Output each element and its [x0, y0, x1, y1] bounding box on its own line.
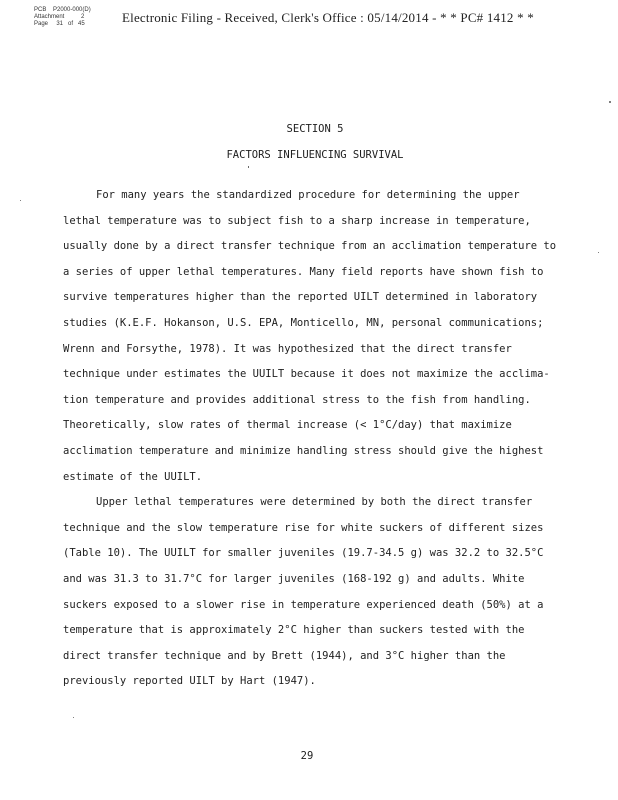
text-line: (Table 10). The UUILT for smaller juveniles (19.7-34.5 g) was 32.2 to 32.5°C	[63, 547, 544, 560]
text-line: technique under estimates the UUILT because it does not maximize the acclima-	[63, 368, 550, 381]
stamp-line: PCB P2000-000(D)	[34, 7, 91, 13]
text-line: a series of upper lethal temperatures. Many field reports have shown fish to	[63, 265, 544, 278]
text-line: survive temperatures higher than the reported UILT determined in laboratory	[63, 291, 538, 304]
section-number	[0, 123, 618, 135]
scan-speck	[609, 101, 611, 103]
text-line: Wrenn and Forsythe, 1978). It was hypothesized that the direct transfer	[63, 342, 512, 355]
filing-stamp	[34, 7, 91, 28]
text-line: usually done by a direct transfer technique from an acclimation temperature to	[63, 240, 557, 253]
text-line: acclimation temperature and minimize handling stress should give the highest	[63, 444, 544, 457]
section-title	[0, 149, 618, 161]
stamp-line: Attachment 2	[34, 14, 85, 20]
text-line: For many years the standardized procedure for determining the upper	[96, 189, 520, 201]
section-title-text: FACTORS INFLUENCING SURVIVAL	[226, 149, 404, 161]
text-line: studies (K.E.F. Hokanson, U.S. EPA, Monticello, MN, personal communications;	[63, 316, 544, 329]
scan-speck	[20, 200, 21, 201]
text-line: technique and the slow temperature rise for white suckers of different sizes	[63, 521, 544, 534]
page-number	[0, 750, 618, 762]
text-line: estimate of the UUILT.	[63, 470, 203, 483]
text-line: tion temperature and provides additional stress to the fish from handling.	[63, 393, 531, 406]
text-line: Upper lethal temperatures were determined by both the direct transfer	[96, 496, 533, 509]
filing-header: Electronic Filing - Received, Clerk's Office : 05/14/2014 - * * PC# 1412 * *	[122, 10, 534, 25]
text-line: Theoretically, slow rates of thermal increase (< 1°C/day) that maximize	[63, 419, 512, 432]
body-text	[63, 183, 563, 695]
text-line: suckers exposed to a slower rise in temperature experienced death (50%) at a	[63, 598, 544, 611]
text-line: previously reported UILT by Hart (1947).	[63, 675, 316, 688]
scan-speck	[598, 252, 599, 253]
text-line: temperature that is approximately 2°C higher than suckers tested with the	[63, 624, 525, 637]
scan-speck	[73, 717, 74, 718]
section-number-text: SECTION 5	[286, 123, 344, 135]
page-number-text: 29	[300, 750, 314, 762]
text-line: direct transfer technique and by Brett (1944), and 3°C higher than the	[63, 649, 506, 662]
text-line: and was 31.3 to 31.7°C for larger juveniles (168-192 g) and adults. White	[63, 572, 525, 585]
text-line: lethal temperature was to subject fish to a sharp increase in temperature,	[63, 214, 531, 227]
stamp-line: Page 31 of 45	[34, 21, 85, 27]
scan-speck	[248, 166, 249, 168]
